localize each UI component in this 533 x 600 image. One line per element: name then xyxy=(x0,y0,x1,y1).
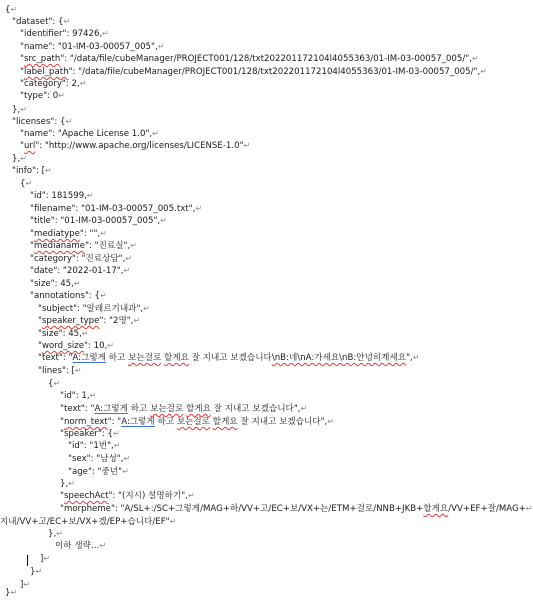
code-line xyxy=(60,489,195,503)
code-line xyxy=(30,214,167,228)
code-token: " xyxy=(38,341,42,351)
paragraph-return-icon: ↵ xyxy=(10,5,18,14)
code-token: ": "진료실", xyxy=(85,241,131,251)
code-token: { xyxy=(20,179,26,189)
code-token: ": "/data/file/cubeManager/PROJECT001/128/txt202201172104l4055363/01-IM-03-00057_005/", xyxy=(60,54,472,64)
paragraph-return-icon: ↵ xyxy=(23,580,31,589)
code-token: "size": 45, xyxy=(30,279,74,289)
code-token: } xyxy=(30,567,36,577)
paragraph-return-icon: ↵ xyxy=(169,517,177,526)
paragraph-return-icon: ↵ xyxy=(68,479,75,488)
code-line xyxy=(30,264,130,278)
paragraph-return-icon: ↵ xyxy=(300,404,308,413)
code-token: { xyxy=(5,5,11,15)
underlined-token: 할게요 xyxy=(423,504,449,514)
paragraph-return-icon: ↵ xyxy=(112,429,120,438)
underlined-token: A:그렇게 xyxy=(94,404,128,414)
code-line xyxy=(60,502,533,516)
code-token: "id": "1번", xyxy=(68,441,114,451)
paragraph-return-icon: ↵ xyxy=(113,441,121,450)
paragraph-return-icon: ↵ xyxy=(122,467,129,476)
paragraph-return-icon: ↵ xyxy=(20,105,27,114)
paragraph-return-icon: ↵ xyxy=(123,454,131,463)
code-token: "text": " xyxy=(60,404,95,414)
code-token: ": "http://www.apache.org/licenses/LICENSE-1.0" xyxy=(35,141,244,151)
underlined-token: norm_text xyxy=(63,417,108,427)
code-token: ", xyxy=(406,353,413,363)
underlined-token: 보는걸로 xyxy=(150,404,184,414)
underlined-token: url xyxy=(23,141,36,151)
code-line xyxy=(0,515,176,529)
code-token: "annotations": { xyxy=(30,291,100,301)
underlined-token: 할게요 xyxy=(164,353,189,363)
paragraph-return-icon: ↵ xyxy=(53,379,61,388)
code-token: }, xyxy=(12,154,21,164)
paragraph-return-icon: ↵ xyxy=(143,304,150,313)
code-line xyxy=(20,65,487,79)
paragraph-return-icon: ↵ xyxy=(86,191,94,200)
code-token: }, xyxy=(60,479,69,489)
text-caret xyxy=(27,555,28,566)
code-token: "text": " xyxy=(38,353,73,363)
code-token: "id": 181599, xyxy=(30,191,87,201)
code-line xyxy=(55,539,106,553)
code-token: }, xyxy=(12,105,21,115)
code-line xyxy=(68,452,130,466)
code-line xyxy=(12,164,52,178)
paragraph-return-icon: ↵ xyxy=(45,166,52,175)
paragraph-return-icon: ↵ xyxy=(89,391,97,400)
code-token: "date": "2022-01-17", xyxy=(30,266,124,276)
code-token: ": "", xyxy=(79,229,101,239)
code-line xyxy=(68,465,129,479)
code-token: " xyxy=(60,491,64,501)
paragraph-return-icon: ↵ xyxy=(73,279,81,288)
code-token: " xyxy=(30,241,34,251)
code-token: "sex": "남성", xyxy=(68,454,124,464)
paragraph-return-icon: ↵ xyxy=(525,504,533,513)
code-line xyxy=(38,314,140,328)
underlined-token: mediatype xyxy=(33,229,80,239)
code-token: ": "2명", xyxy=(99,316,134,326)
code-line xyxy=(30,189,94,203)
code-token: ": "(지시) 설명하기", xyxy=(108,491,188,501)
paragraph-return-icon: ↵ xyxy=(152,129,159,138)
code-token: "licenses": { xyxy=(12,117,66,127)
code-token: "id": 1, xyxy=(60,391,90,401)
code-token: "name": "Apache License 1.0", xyxy=(20,129,153,139)
code-token: 하고 xyxy=(127,404,151,414)
paragraph-return-icon: ↵ xyxy=(81,329,89,338)
paragraph-return-icon: ↵ xyxy=(243,141,251,150)
paragraph-return-icon: ↵ xyxy=(74,366,82,375)
code-token: ": 10, xyxy=(84,341,108,351)
paragraph-return-icon: ↵ xyxy=(100,291,107,300)
paragraph-return-icon: ↵ xyxy=(160,216,167,225)
underlined-token: src_path xyxy=(23,54,61,64)
underlined-token: 할게요 xyxy=(186,404,211,414)
code-line xyxy=(5,586,17,600)
underlined-token: speaker_type xyxy=(41,316,100,326)
paragraph-return-icon: ↵ xyxy=(125,254,133,263)
underlined-token: 보는걸로 xyxy=(176,417,211,427)
code-line xyxy=(20,139,250,153)
code-line xyxy=(48,377,60,391)
paragraph-return-icon: ↵ xyxy=(43,554,51,563)
code-token: "category": 2, xyxy=(20,79,80,89)
paragraph-return-icon: ↵ xyxy=(25,179,33,188)
code-token: "size": 45, xyxy=(38,329,82,339)
code-token: 하고 xyxy=(105,353,129,363)
code-token: 지내/VV+고/EC+보/VX+겠/EP+습니다/EF" xyxy=(0,517,170,527)
code-line xyxy=(20,89,65,103)
code-line xyxy=(30,289,107,303)
underlined-token: word_size xyxy=(41,341,85,351)
underlined-token: A:그렇게 xyxy=(72,353,106,363)
code-token: 잘 지내고 보겠습니다", xyxy=(210,404,301,414)
code-token: { xyxy=(48,379,54,389)
code-token: /VV+EF+잘/MAG+ xyxy=(448,504,526,514)
paragraph-return-icon: ↵ xyxy=(58,91,65,100)
underlined-token: medianame xyxy=(33,241,86,251)
code-token: "lines": [ xyxy=(38,366,75,376)
paragraph-return-icon: ↵ xyxy=(133,316,141,325)
code-token: "name": "01-IM-03-00057_005", xyxy=(20,42,158,52)
code-token: 이하 생략… xyxy=(55,541,100,551)
paragraph-return-icon: ↵ xyxy=(63,17,71,26)
code-token: " xyxy=(20,141,24,151)
code-token: ": " xyxy=(107,417,122,427)
paragraph-return-icon: ↵ xyxy=(99,541,107,550)
underlined-token: \nB:네\nA:가세요\nB:안녕히계세요 xyxy=(271,353,407,363)
code-token: "filename": "01-IM-03-00057_005.txt", xyxy=(30,204,196,214)
paragraph-return-icon: ↵ xyxy=(35,567,43,576)
code-line xyxy=(60,389,96,403)
code-token: "morpheme": "A/SL+:/SC+그렇게/MAG+하/VV+고/EC+보/VX+는/ETM+걸로/NNB+JKB+ xyxy=(60,504,424,514)
code-token: "subject": "알레르기내과", xyxy=(38,304,144,314)
code-token: "dataset": { xyxy=(12,17,64,27)
underlined-token: A:그렇게 xyxy=(121,417,155,427)
paragraph-return-icon: ↵ xyxy=(123,266,131,275)
code-line xyxy=(40,552,50,566)
paragraph-return-icon: ↵ xyxy=(471,54,479,63)
code-token: "info": [ xyxy=(12,166,46,176)
paragraph-return-icon: ↵ xyxy=(56,529,63,538)
underlined-token: 보는걸로 xyxy=(128,353,162,363)
code-token: "type": 0 xyxy=(20,91,59,101)
code-token: " xyxy=(20,67,24,77)
code-token: "identifier": 97426, xyxy=(20,29,103,39)
paragraph-return-icon: ↵ xyxy=(187,491,195,500)
paragraph-return-icon: ↵ xyxy=(100,229,107,238)
code-token: "title": "01-IM-03-00057_005", xyxy=(30,216,161,226)
code-token: "age": "중년" xyxy=(68,467,123,477)
code-token: ] xyxy=(20,580,24,590)
code-line xyxy=(20,578,30,592)
code-token: 잘 지내고 보겠습니다 xyxy=(188,353,272,363)
underlined-token: label_path xyxy=(23,67,69,77)
code-token: ": "/data/file/cubeManager/PROJECT001/128/txt202201172104l4055363/01-IM-03-00057_005/", xyxy=(68,67,481,77)
code-token: "speaker": { xyxy=(60,429,113,439)
underlined-token: 할게요 xyxy=(212,417,238,427)
paragraph-return-icon: ↵ xyxy=(20,154,27,163)
code-line xyxy=(60,402,307,416)
underlined-token: speechAct xyxy=(63,491,109,501)
paragraph-return-icon: ↵ xyxy=(10,587,18,597)
code-line xyxy=(68,439,121,453)
code-line xyxy=(30,239,137,253)
code-line xyxy=(38,364,82,378)
code-token: " xyxy=(30,229,34,239)
paragraph-return-icon: ↵ xyxy=(327,417,334,426)
paragraph-return-icon: ↵ xyxy=(130,241,137,250)
code-token: ] xyxy=(40,554,44,564)
code-line xyxy=(20,27,109,41)
paragraph-return-icon: ↵ xyxy=(157,42,165,51)
code-token: " xyxy=(20,54,24,64)
paragraph-return-icon: ↵ xyxy=(107,341,114,350)
code-token: " xyxy=(60,417,64,427)
paragraph-return-icon: ↵ xyxy=(412,353,420,362)
paragraph-return-icon: ↵ xyxy=(480,67,487,76)
code-token: "category": "진료상담", xyxy=(30,254,126,264)
paragraph-return-icon: ↵ xyxy=(79,79,87,88)
code-line xyxy=(20,52,479,66)
code-line xyxy=(30,565,42,579)
code-token: 하고 xyxy=(154,417,177,427)
paragraph-return-icon: ↵ xyxy=(65,117,73,126)
code-token: } xyxy=(5,587,11,598)
paragraph-return-icon: ↵ xyxy=(102,29,109,38)
code-line xyxy=(38,351,419,365)
paragraph-return-icon: ↵ xyxy=(195,204,203,213)
code-token: 잘 지내고 보겠습니다", xyxy=(237,417,328,427)
code-token: }, xyxy=(48,529,57,539)
code-token: " xyxy=(38,316,42,326)
